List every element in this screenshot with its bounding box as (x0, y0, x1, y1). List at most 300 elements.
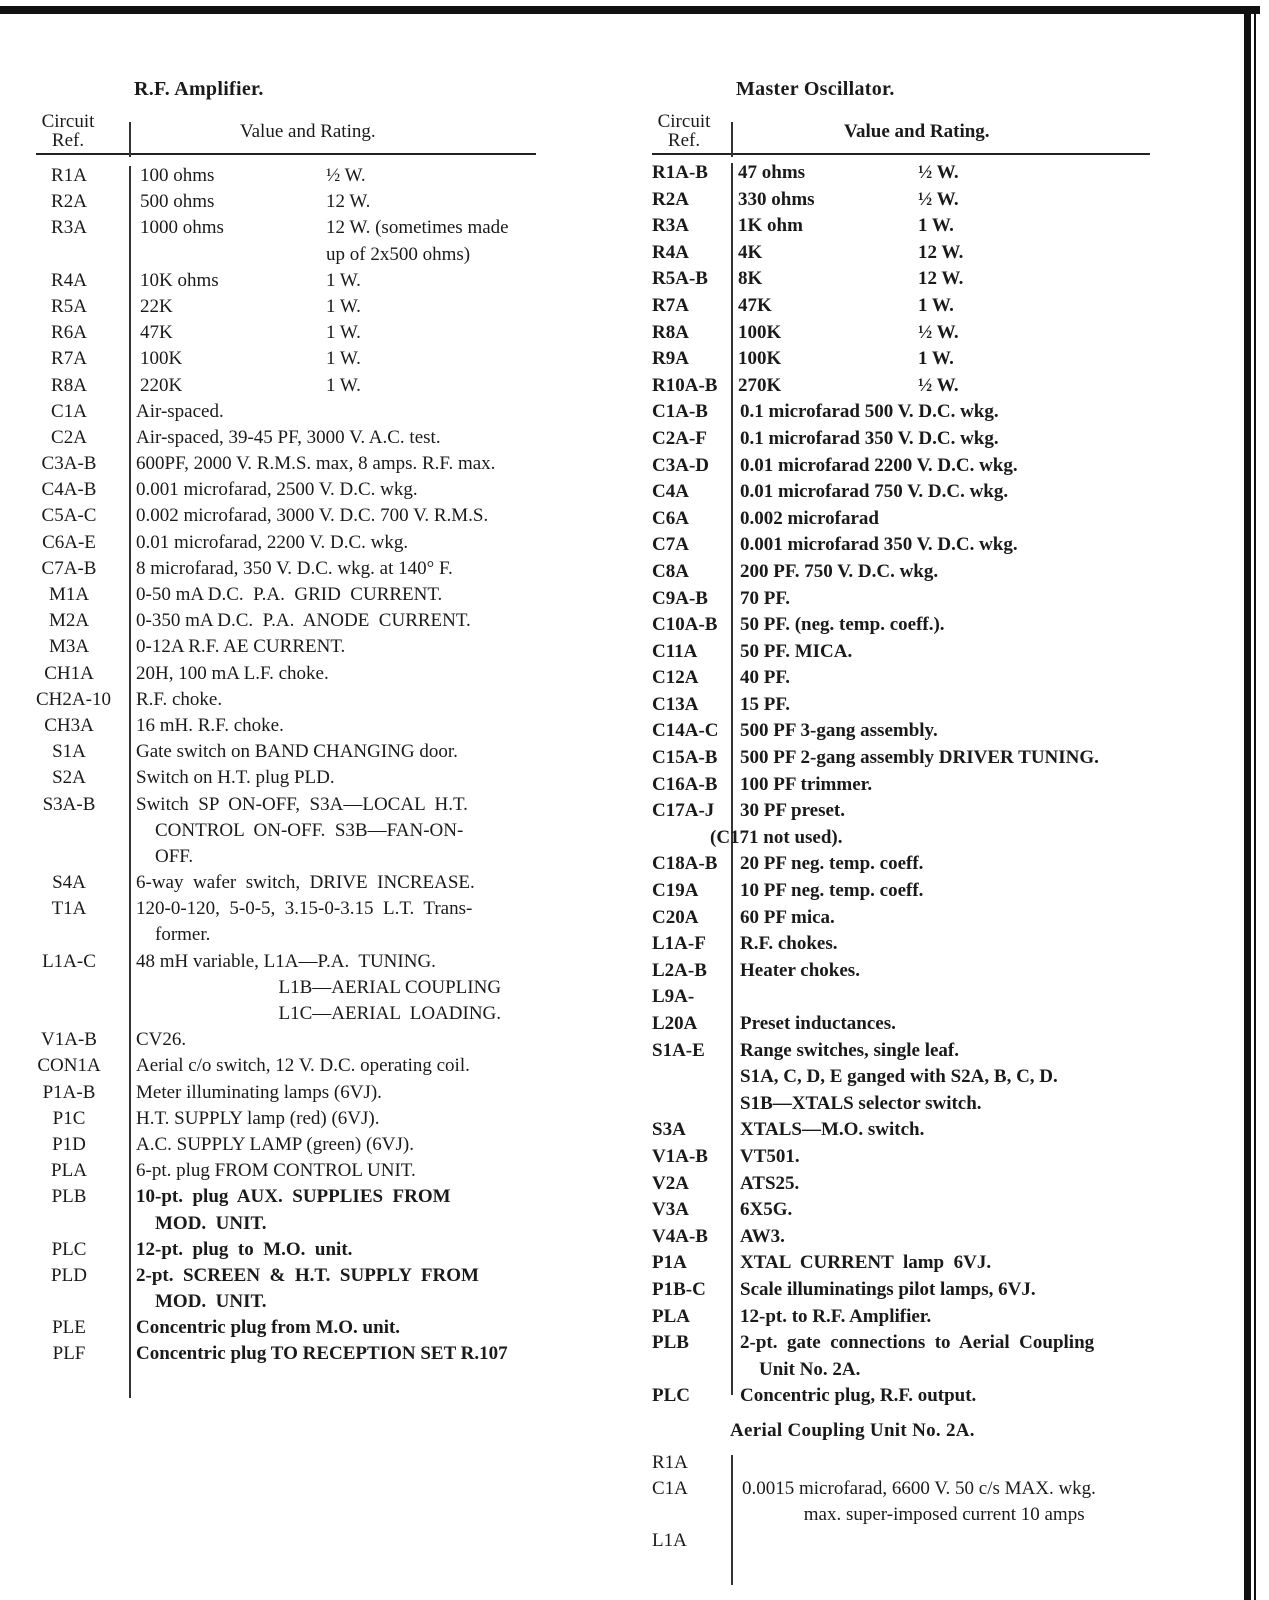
table-row (36, 582, 546, 608)
table-row (36, 1053, 546, 1079)
rating-cell: 1 W. (326, 322, 361, 344)
table-row (36, 1001, 546, 1027)
description-cell: 6-pt. plug FROM CONTROL UNIT. (136, 1160, 416, 1182)
table-row (652, 1011, 1172, 1038)
table-row (652, 479, 1172, 506)
value-cell: 100K (738, 348, 782, 370)
description-cell: L1B—AERIAL COUPLING (136, 976, 502, 998)
table-row (36, 163, 546, 189)
table-row (652, 506, 1172, 533)
table-row (652, 1450, 1172, 1476)
rating-cell: up of 2x500 ohms) (326, 243, 471, 265)
table-row (652, 1383, 1172, 1410)
circuit-ref: PLC (51, 1238, 87, 1260)
circuit-ref: C1A-B (652, 401, 708, 423)
description-cell: 20 PF neg. temp. coeff. (740, 853, 924, 875)
description-cell: R.F. chokes. (740, 933, 838, 955)
description-cell: 48 mH variable, L1A—P.A. TUNING. (136, 950, 436, 972)
aerial-coupling-title: Aerial Coupling Unit No. 2A. (730, 1420, 975, 1441)
description-cell: MOD. UNIT. (136, 1212, 267, 1234)
circuit-ref: C8A (652, 560, 689, 582)
description-cell: S1A, C, D, E ganged with S2A, B, C, D. (740, 1066, 1058, 1088)
rating-cell: 1 W. (918, 348, 954, 370)
table-row (652, 1250, 1172, 1277)
table-row (652, 240, 1172, 267)
table-row (652, 1304, 1172, 1331)
value-cell: 10K ohms (140, 269, 219, 291)
table-row (36, 1027, 546, 1053)
circuit-ref: PLB (652, 1332, 689, 1354)
description-cell: XTALS—M.O. switch. (740, 1119, 925, 1141)
description-cell: R.F. choke. (136, 688, 223, 710)
circuit-ref: R4A (51, 269, 87, 291)
rating-cell: 12 W. (sometimes made (326, 217, 509, 239)
circuit-ref: PLA (51, 1160, 87, 1182)
description-cell: 0.0015 microfarad, 6600 V. 50 c/s MAX. wkg. (742, 1478, 1096, 1499)
rf-amplifier-table (36, 163, 546, 1368)
circuit-ref: L20A (652, 1013, 698, 1034)
table-row (652, 718, 1172, 745)
table-row (652, 1091, 1172, 1118)
circuit-ref-header: Circuit Ref. (41, 111, 95, 151)
rating-cell: 1 W. (326, 374, 361, 396)
value-cell: 100K (140, 348, 183, 370)
circuit-ref: P1A (652, 1252, 687, 1274)
table-row (652, 426, 1172, 453)
table-row (36, 1237, 546, 1263)
circuit-ref: C2A (51, 426, 87, 448)
table-row (652, 745, 1172, 772)
description-cell: 120-0-120, 5-0-5, 3.15-0-3.15 L.T. Trans- (136, 898, 473, 920)
circuit-ref: T1A (51, 898, 87, 920)
circuit-ref: R4A (652, 241, 689, 263)
table-row (36, 215, 546, 241)
table-row (36, 294, 546, 320)
table-row (652, 931, 1172, 958)
circuit-ref: C19A (652, 880, 699, 902)
description-cell: 0.1 microfarad 350 V. D.C. wkg. (740, 427, 999, 449)
description-cell: 500 PF 3-gang assembly. (740, 720, 938, 742)
table-row (36, 1158, 546, 1184)
description-cell: 0.002 microfarad, 3000 V. D.C. 700 V. R.M.S. (136, 505, 489, 527)
table-row (36, 687, 546, 713)
rating-cell: 1 W. (918, 215, 954, 237)
description-cell: Meter illuminating lamps (6VJ). (136, 1081, 382, 1103)
circuit-ref: C7A-B (41, 557, 97, 579)
circuit-ref: CH3A (44, 714, 94, 736)
description-cell: max. super-imposed current 10 amps (742, 1504, 1085, 1525)
circuit-ref: R8A (51, 374, 87, 396)
rating-cell: ½ W. (918, 321, 959, 343)
circuit-ref: C16A-B (652, 773, 718, 795)
circuit-ref: L1A-F (652, 933, 706, 955)
table-row (652, 213, 1172, 240)
circuit-ref: R3A (51, 217, 87, 239)
circuit-ref: C4A (652, 481, 689, 503)
description-cell: 6-way wafer switch, DRIVE INCREASE. (136, 872, 475, 894)
table-row (36, 1184, 546, 1210)
table-row (36, 1289, 546, 1315)
description-cell: CONTROL ON-OFF. S3B—FAN-ON- (136, 819, 464, 841)
circuit-ref: C20A (652, 906, 699, 928)
circuit-ref: C14A-C (652, 720, 719, 742)
circuit-ref: L2A-B (652, 959, 707, 981)
table-row (652, 905, 1172, 932)
circuit-ref: P1B-C (652, 1278, 706, 1300)
table-row (652, 266, 1172, 293)
table-row (36, 477, 546, 503)
description-cell: 10 PF neg. temp. coeff. (740, 880, 924, 902)
description-cell: 0.002 microfarad (740, 507, 879, 529)
description-cell: VT501. (740, 1145, 800, 1167)
table-row (36, 661, 546, 687)
table-row (652, 1357, 1172, 1384)
table-row (652, 1330, 1172, 1357)
circuit-ref: R1A (652, 1452, 688, 1473)
circuit-ref: C12A (652, 667, 699, 689)
description-cell: 50 PF. MICA. (740, 640, 853, 662)
header-divider (129, 122, 131, 157)
circuit-ref: R7A (652, 294, 689, 316)
description-cell: L1C—AERIAL LOADING. (136, 1003, 502, 1024)
table-row (652, 453, 1172, 480)
table-row (652, 320, 1172, 347)
table-row (36, 818, 546, 844)
circuit-ref: P1D (52, 1133, 86, 1155)
rating-cell: 1 W. (326, 269, 361, 291)
table-row (652, 1171, 1172, 1198)
circuit-ref: S1A-E (652, 1039, 705, 1061)
rating-cell: 12 W. (918, 268, 964, 290)
description-cell: former. (136, 924, 211, 946)
circuit-ref: R2A (51, 191, 87, 213)
table-row (36, 870, 546, 896)
table-row (36, 792, 546, 818)
circuit-ref: C7A (652, 534, 689, 556)
table-row (36, 1263, 546, 1289)
table-row (36, 739, 546, 765)
table-row (36, 268, 546, 294)
table-row (36, 1341, 546, 1367)
description-cell: Range switches, single leaf. (740, 1039, 960, 1061)
rating-cell: 1 W. (918, 294, 954, 316)
value-cell: 220K (140, 374, 183, 396)
table-row (652, 1528, 1172, 1554)
rating-cell: 1 W. (326, 295, 361, 317)
table-row (36, 425, 546, 451)
table-row (652, 1224, 1172, 1251)
table-row (36, 896, 546, 922)
description-cell: Air-spaced. (136, 400, 224, 422)
table-row (652, 1502, 1172, 1528)
table-row (652, 639, 1172, 666)
circuit-ref: C17A-J (652, 800, 715, 822)
description-cell: (C171 not used). (710, 826, 843, 848)
table-row (36, 608, 546, 634)
table-row (36, 922, 546, 948)
master-oscillator-title: Master Oscillator. (736, 78, 895, 100)
description-cell: 0-350 mA D.C. P.A. ANODE CURRENT. (136, 610, 471, 632)
circuit-ref: V4A-B (652, 1225, 708, 1247)
table-row (36, 189, 546, 215)
circuit-ref: PLC (652, 1385, 690, 1407)
circuit-ref: S2A (52, 767, 86, 789)
description-cell: S1B—XTALS selector switch. (740, 1092, 982, 1114)
table-row (652, 878, 1172, 905)
table-row (652, 1476, 1172, 1502)
description-cell: 0.001 microfarad, 2500 V. D.C. wkg. (136, 479, 418, 501)
table-row (652, 958, 1172, 985)
table-row (652, 1144, 1172, 1171)
circuit-ref: R6A (51, 322, 87, 344)
table-row (652, 1117, 1172, 1144)
value-cell: 100K (738, 321, 782, 343)
table-row (36, 373, 546, 399)
circuit-ref: L1A (652, 1530, 687, 1551)
table-row (36, 242, 546, 268)
description-cell: 70 PF. (740, 587, 790, 609)
description-cell: Switch on H.T. plug PLD. (136, 767, 335, 789)
circuit-ref: C3A-D (652, 454, 709, 476)
value-cell: 330 ohms (738, 188, 815, 210)
description-cell: 600PF, 2000 V. R.M.S. max, 8 amps. R.F. max. (136, 453, 496, 475)
description-cell: 12-pt. to R.F. Amplifier. (740, 1305, 932, 1327)
table-row (652, 187, 1172, 214)
table-row (652, 1038, 1172, 1065)
table-row (652, 665, 1172, 692)
circuit-ref: R9A (652, 348, 689, 370)
table-row (36, 530, 546, 556)
description-cell: MOD. UNIT. (136, 1291, 267, 1313)
description-cell: Concentric plug TO RECEPTION SET R.107 (136, 1343, 508, 1365)
description-cell: Unit No. 2A. (740, 1358, 861, 1380)
table-row (652, 825, 1172, 852)
value-cell: 8K (738, 268, 763, 290)
table-row (36, 1080, 546, 1106)
circuit-ref: S3A-B (42, 793, 96, 815)
circuit-ref: R2A (652, 188, 689, 210)
description-cell: CV26. (136, 1029, 187, 1051)
master-oscillator-table (652, 160, 1172, 1410)
value-cell: 47K (738, 294, 772, 316)
table-row (36, 975, 546, 1001)
description-cell: 12-pt. plug to M.O. unit. (136, 1238, 353, 1260)
table-row (652, 612, 1172, 639)
description-cell: 0.01 microfarad 2200 V. D.C. wkg. (740, 454, 1018, 476)
rating-cell: ½ W. (326, 165, 366, 186)
description-cell: 0.01 microfarad 750 V. D.C. wkg. (740, 481, 1009, 503)
table-row (36, 399, 546, 425)
table-row (652, 586, 1172, 613)
circuit-ref: R8A (652, 321, 689, 343)
description-cell: Scale illuminatings pilot lamps, 6VJ. (740, 1278, 1036, 1300)
circuit-ref: PLF (52, 1343, 86, 1365)
table-row (652, 798, 1172, 825)
value-cell: 100 ohms (140, 165, 215, 186)
right-border-rule-inner (1254, 6, 1256, 1600)
circuit-ref-header: Circuit Ref. (657, 111, 711, 151)
description-cell: 30 PF preset. (740, 800, 846, 822)
table-row (36, 844, 546, 870)
circuit-ref: C10A-B (652, 614, 718, 636)
value-cell: 270K (738, 374, 782, 396)
circuit-ref: R5A (51, 295, 87, 317)
circuit-ref: C15A-B (652, 747, 718, 769)
rating-cell: 1 W. (326, 348, 361, 370)
circuit-ref: R5A-B (652, 268, 708, 290)
circuit-ref: PLE (52, 1317, 86, 1339)
circuit-ref: C18A-B (652, 853, 718, 875)
table-row (652, 772, 1172, 799)
circuit-ref: C9A-B (652, 587, 708, 609)
rating-cell: ½ W. (918, 188, 959, 210)
table-row (36, 1106, 546, 1132)
value-cell: 1000 ohms (140, 217, 224, 239)
description-cell: 15 PF. (740, 693, 790, 715)
circuit-ref: L1A-C (42, 950, 96, 972)
table-row (652, 373, 1172, 400)
table-row (652, 559, 1172, 586)
table-row (36, 320, 546, 346)
value-cell: 1K ohm (738, 215, 803, 237)
description-cell: ATS25. (740, 1172, 800, 1194)
circuit-ref: R3A (652, 215, 689, 237)
table-row (652, 851, 1172, 878)
table-row (652, 160, 1172, 187)
value-cell: 500 ohms (140, 191, 215, 213)
right-border-rule (1244, 6, 1251, 1600)
header-divider (731, 122, 733, 157)
circuit-ref: PLD (51, 1264, 87, 1286)
header-rule (36, 153, 536, 155)
circuit-ref: R10A-B (652, 374, 718, 396)
table-row (36, 1132, 546, 1158)
table-row (36, 451, 546, 477)
description-cell: AW3. (740, 1225, 785, 1247)
circuit-ref: V1A-B (652, 1145, 708, 1167)
circuit-ref: V2A (652, 1172, 689, 1194)
header-rule (652, 153, 1150, 155)
circuit-ref: CON1A (37, 1055, 101, 1077)
circuit-ref: CH2A-10 (36, 688, 111, 710)
value-cell: 4K (738, 241, 763, 263)
description-cell: Air-spaced, 39-45 PF, 3000 V. A.C. test. (136, 426, 441, 448)
description-cell: 100 PF trimmer. (740, 773, 873, 795)
table-row (36, 765, 546, 791)
table-row (652, 293, 1172, 320)
description-cell: OFF. (136, 845, 194, 867)
circuit-ref: CH1A (44, 662, 94, 684)
circuit-ref: M1A (48, 584, 90, 605)
top-border-rule (0, 6, 1260, 14)
description-cell: 10-pt. plug AUX. SUPPLIES FROM (136, 1186, 451, 1208)
circuit-ref: C1A (51, 400, 87, 422)
circuit-ref: C3A-B (41, 453, 97, 475)
description-cell: 0.001 microfarad 350 V. D.C. wkg. (740, 534, 1018, 556)
circuit-ref: PLA (652, 1305, 690, 1327)
description-cell: XTAL CURRENT lamp 6VJ. (740, 1252, 992, 1274)
description-cell: 200 PF. 750 V. D.C. wkg. (740, 560, 939, 582)
circuit-ref: C13A (652, 693, 699, 715)
circuit-ref: S4A (52, 872, 86, 894)
table-row (652, 1197, 1172, 1224)
description-cell: 0-50 mA D.C. P.A. GRID CURRENT. (136, 584, 443, 605)
value-cell: 22K (140, 295, 173, 317)
table-row (652, 346, 1172, 373)
circuit-ref: C2A-F (652, 427, 707, 449)
rating-cell: ½ W. (918, 162, 959, 183)
table-row (652, 692, 1172, 719)
circuit-ref: R1A (51, 165, 87, 186)
description-cell: Heater chokes. (740, 959, 860, 981)
circuit-ref: R1A-B (652, 162, 708, 183)
table-row (36, 1211, 546, 1237)
table-row (36, 1315, 546, 1341)
table-row (652, 399, 1172, 426)
value-rating-header: Value and Rating. (844, 121, 990, 142)
description-cell: 60 PF mica. (740, 906, 835, 928)
table-row (36, 949, 546, 975)
circuit-ref: R7A (51, 348, 87, 370)
circuit-ref: P1A-B (42, 1081, 96, 1103)
table-row (652, 1277, 1172, 1304)
description-cell: 2-pt. gate connections to Aerial Coupling (740, 1332, 1095, 1354)
value-rating-header: Value and Rating. (240, 121, 376, 142)
description-cell: 8 microfarad, 350 V. D.C. wkg. at 140° F. (136, 557, 453, 579)
rf-amplifier-title: R.F. Amplifier. (134, 78, 264, 100)
table-row (652, 1064, 1172, 1091)
description-cell: Aerial c/o switch, 12 V. D.C. operating coil. (136, 1055, 470, 1077)
aerial-coupling-table (652, 1450, 1172, 1554)
description-cell: 40 PF. (740, 667, 790, 689)
rating-cell: ½ W. (918, 374, 959, 396)
circuit-ref: C4A-B (41, 479, 97, 501)
description-cell: 50 PF. (neg. temp. coeff.). (740, 614, 945, 636)
description-cell: 20H, 100 mA L.F. choke. (136, 662, 329, 684)
value-cell: 47 ohms (738, 162, 806, 183)
circuit-ref: PLB (51, 1186, 87, 1208)
table-row (652, 984, 1172, 1011)
description-cell: 0.01 microfarad, 2200 V. D.C. wkg. (136, 531, 409, 553)
table-row (36, 556, 546, 582)
circuit-ref: M2A (48, 610, 90, 632)
description-cell: 0-12A R.F. AE CURRENT. (136, 636, 346, 658)
circuit-ref: V1A-B (41, 1029, 97, 1051)
description-cell: A.C. SUPPLY LAMP (green) (6VJ). (136, 1133, 414, 1155)
circuit-ref: S3A (652, 1119, 686, 1141)
circuit-ref: M3A (48, 636, 90, 658)
description-cell: 6X5G. (740, 1199, 793, 1221)
circuit-ref: C6A-E (42, 531, 96, 553)
rating-cell: 12 W. (326, 191, 371, 213)
circuit-ref: C6A (652, 507, 689, 529)
description-cell: Switch SP ON-OFF, S3A—LOCAL H.T. (136, 793, 468, 815)
table-row (36, 713, 546, 739)
table-row (36, 503, 546, 529)
circuit-ref: P1C (52, 1107, 86, 1129)
description-cell: Preset inductances. (740, 1013, 896, 1034)
table-row (36, 346, 546, 372)
description-cell: Concentric plug, R.F. output. (740, 1385, 977, 1407)
circuit-ref: V3A (652, 1199, 689, 1221)
circuit-ref: C11A (652, 640, 698, 662)
description-cell: 500 PF 2-gang assembly DRIVER TUNING. (740, 747, 1099, 769)
description-cell: 16 mH. R.F. choke. (136, 714, 284, 736)
value-cell: 47K (140, 322, 173, 344)
rating-cell: 12 W. (918, 241, 964, 263)
circuit-ref: S1A (52, 741, 86, 763)
circuit-ref: L9A- (652, 986, 695, 1008)
